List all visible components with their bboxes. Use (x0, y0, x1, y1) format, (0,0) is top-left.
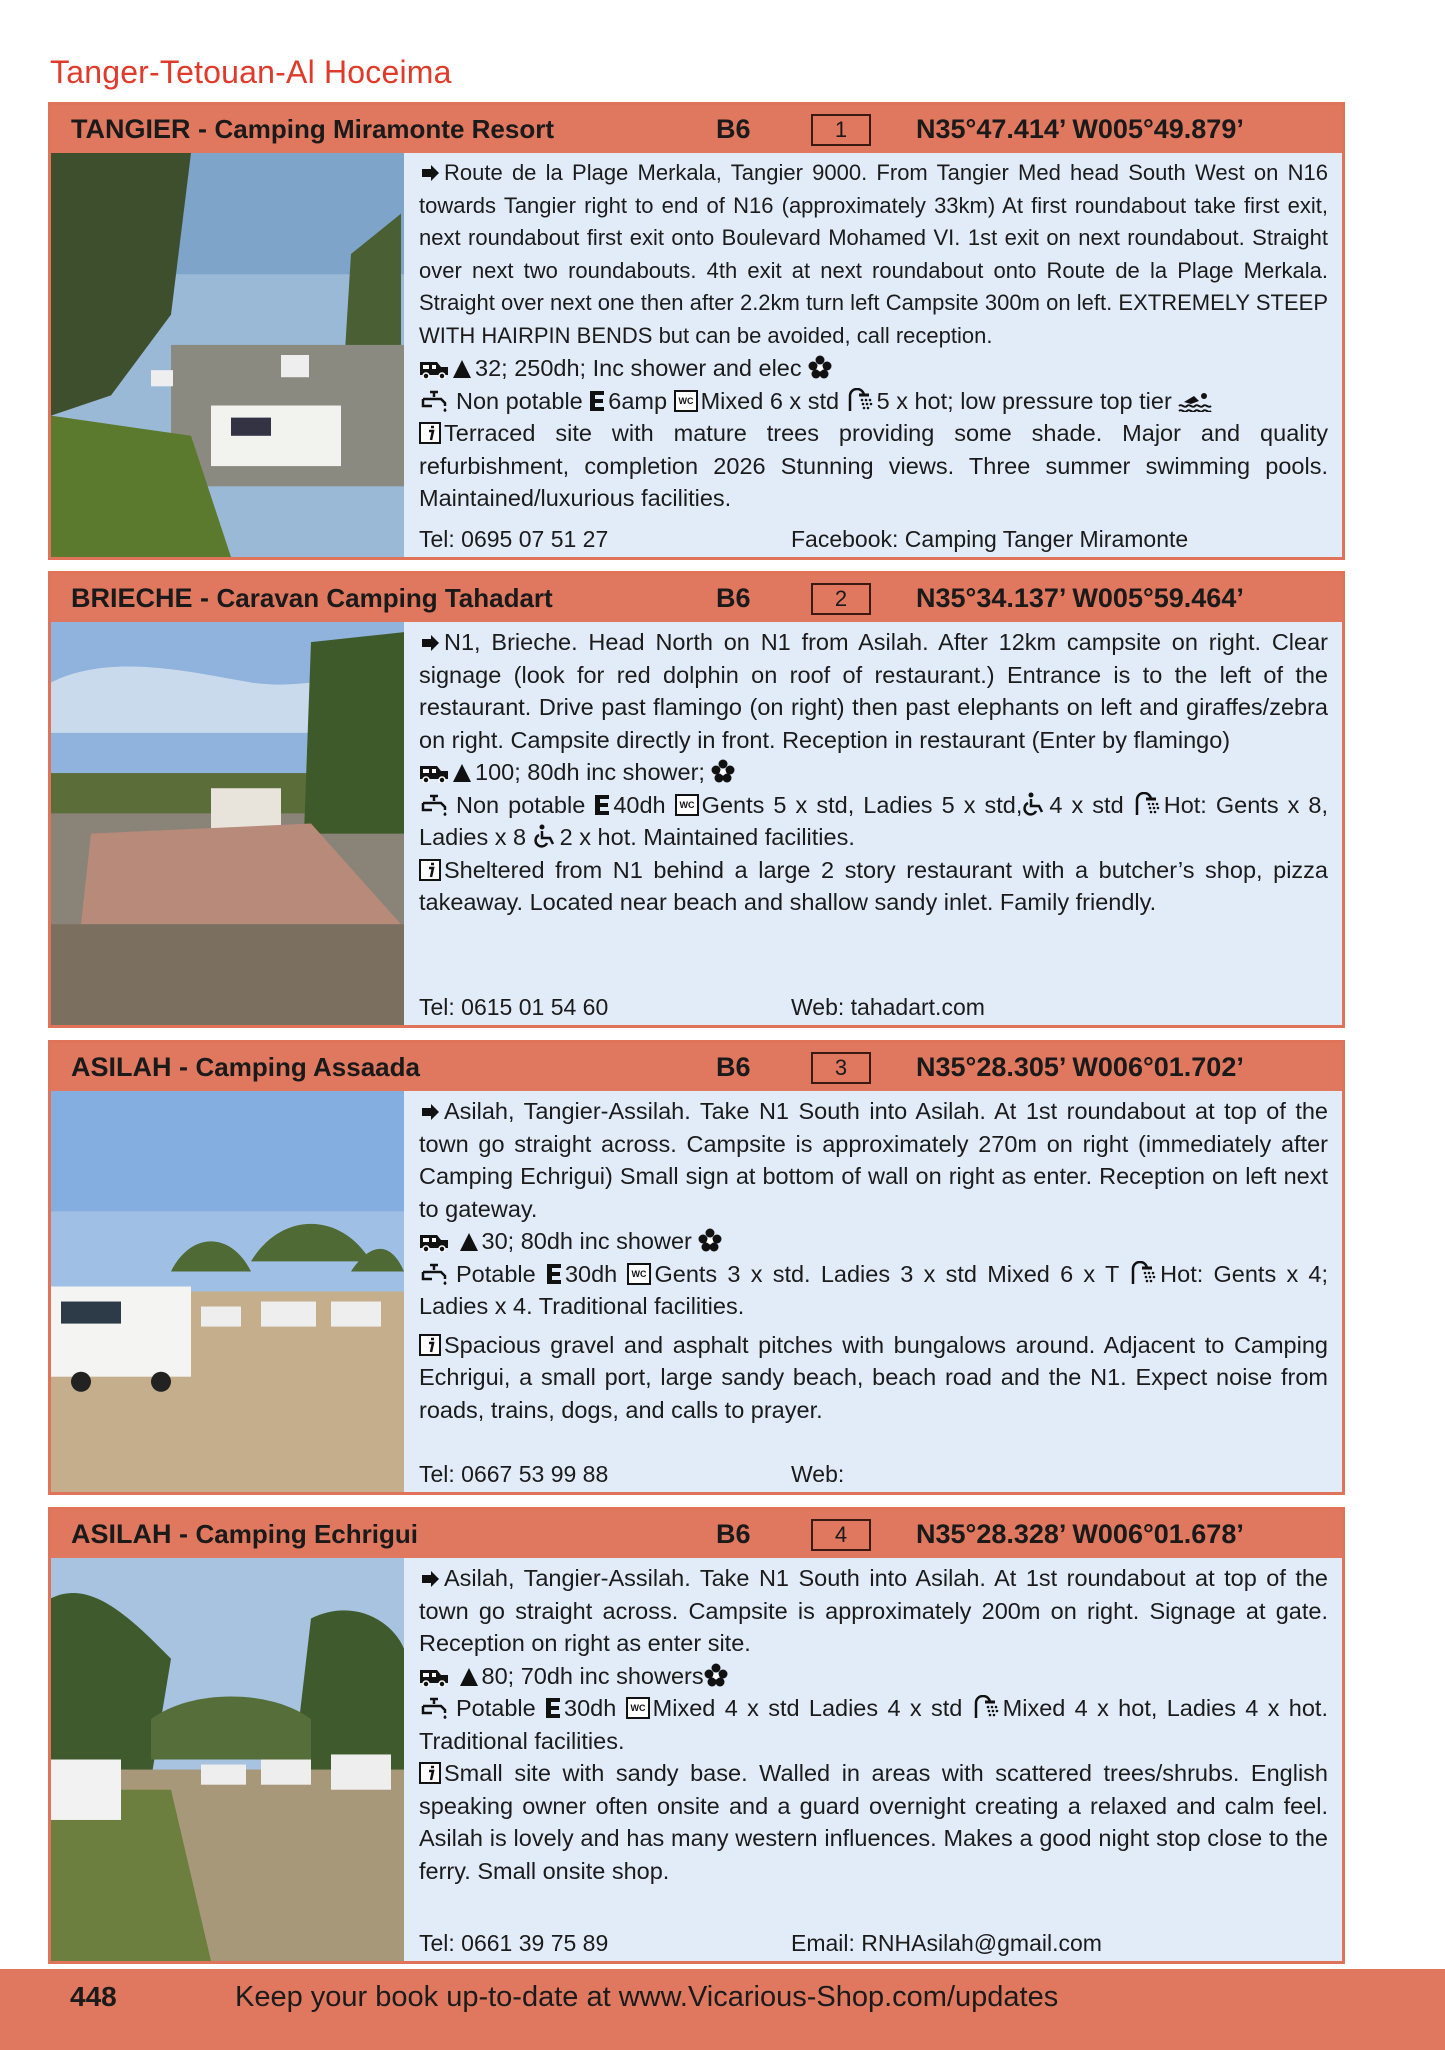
entry-header (51, 105, 1342, 153)
entry-title (71, 1052, 420, 1083)
shower-icon (1133, 792, 1161, 816)
web-contact: Web: (791, 1461, 845, 1487)
motorhome-icon (419, 1232, 449, 1252)
arrow-right-icon (419, 633, 441, 653)
wc-icon (675, 794, 699, 816)
site-name: Caravan Camping Tahadart (216, 583, 553, 613)
page-footer (0, 1969, 1445, 2050)
phone-number: Tel: 0695 07 51 27 (419, 526, 609, 552)
arrow-right-icon (419, 163, 441, 183)
campsite-photo (51, 1558, 404, 1961)
tent-icon (459, 1667, 479, 1687)
motorhome-icon (419, 1667, 449, 1687)
email-contact: Email: RNHAsilah@gmail.com (791, 1930, 1102, 1956)
facilities-line: Potable 30dh Mixed 4 x std Ladies 4 x std Mixed 4 x hot, Ladies 4 x hot. Traditional facilities. (419, 1695, 1328, 1754)
info-icon (419, 859, 441, 881)
wheelchair-icon (1022, 792, 1046, 816)
elec-e-icon (545, 1697, 561, 1719)
gps-coordinates: N35°28.328’ W006°01.678’ (916, 1519, 1244, 1549)
entry-title (71, 583, 553, 614)
arrow-right-icon (419, 1569, 441, 1589)
entry-body (419, 157, 1328, 557)
entry-title (71, 114, 554, 145)
wheelchair-icon (533, 824, 557, 848)
campsite-photo (51, 622, 404, 1025)
arrow-right-icon (419, 1102, 441, 1122)
wc-icon (627, 1263, 651, 1285)
campsite-entry-3 (48, 1040, 1345, 1495)
tap-icon (419, 1263, 453, 1285)
facilities-line: Potable 30dh Gents 3 x std. Ladies 3 x std Mixed 6 x T Hot: Gents x 4; Ladies x 4. Traditional facilities. (419, 1260, 1329, 1319)
tent-icon (452, 359, 472, 379)
motorhome-icon (419, 763, 449, 783)
phone-number: Tel: 0667 53 99 88 (419, 1461, 609, 1487)
map-number-badge: 1 (811, 114, 871, 146)
map-number-badge: 3 (811, 1052, 871, 1084)
phone-number: Tel: 0615 01 54 60 (419, 994, 609, 1020)
map-grid-ref: B6 (716, 1052, 751, 1082)
footer-message: Keep your book up-to-date at www.Vicarious-Shop.com/updates (235, 1981, 1059, 2013)
site-name: Camping Assaada (195, 1052, 420, 1082)
flower-icon (704, 1663, 728, 1687)
campsite-entry-2 (48, 571, 1345, 1028)
info-text: Small site with sandy base. Walled in areas with scattered trees/shrubs. English speaking owner often onsite and a guard overnight creating a relaxed and calm feel. Asilah is lovely and has many western influences. Makes a good night stop close to the ferry. Small onsite shop. (419, 1760, 1328, 1884)
town-name: BRIECHE - (71, 583, 210, 613)
tent-icon (452, 763, 472, 783)
phone-number: Tel: 0661 39 75 89 (419, 1930, 609, 1956)
gps-coordinates: N35°47.414’ W005°49.879’ (916, 114, 1244, 144)
pitches-line: 100; 80dh inc shower; (419, 756, 1328, 789)
info-text: Terraced site with mature trees providing some shade. Major and quality refurbishment, completion 2026 Stunning views. Three summer swimming pools. Maintained/luxurious facilities. (419, 420, 1328, 511)
campsite-photo (51, 153, 404, 557)
motorhome-icon (419, 359, 449, 379)
page-number: 448 (70, 1981, 117, 2012)
facilities-line: Non potable 40dh Gents 5 x std, Ladies 5 x std, 4 x std Hot: Gents x 8, Ladies x 8 2 x hot. Maintained facilities. (419, 791, 1329, 850)
map-number-badge: 4 (811, 1519, 871, 1551)
wc-icon (626, 1697, 650, 1719)
shower-icon (972, 1695, 1000, 1719)
pitches-line: 80; 70dh inc showers (419, 1660, 1328, 1693)
entry-header (51, 1043, 1342, 1091)
info-text: Sheltered from N1 behind a large 2 story restaurant with a butcher’s shop, pizza takeaway. Located near beach and shallow sandy inlet. Family friendly. (419, 856, 1328, 915)
directions: Asilah, Tangier-Assilah. Take N1 South into Asilah. At 1st roundabout at top of the town go straight across. Campsite is approximately 200m on right. Signage at gate. Reception on right as enter site. (419, 1565, 1328, 1656)
map-grid-ref: B6 (716, 1519, 751, 1549)
town-name: ASILAH - (71, 1519, 188, 1549)
info-text: Spacious gravel and asphalt pitches with bungalows around. Adjacent to Camping Echrigui, a small port, large sandy beach, beach road and the N1. Expect noise from roads, trains, dogs, and calls to prayer. (419, 1331, 1328, 1423)
entry-body (419, 1095, 1328, 1492)
tap-icon (419, 794, 453, 816)
directions: Route de la Plage Merkala, Tangier 9000. From Tangier Med head South West on N16 towards Tangier right to end of N16 (approximately 33km) At first roundabout take first exit, next roundabout first exit onto Boulevard Mohamed VI. 1st exit on next roundabout. Straight over next two roundabouts. 4th exit at next roundabout onto Route de la Plage Merkala. Straight over next one then after 2.2km turn left Campsite 300m on left. EXTREMELY STEEP WITH HAIRPIN BENDS but can be avoided, call reception. (419, 160, 1328, 348)
gps-coordinates: N35°28.305’ W006°01.702’ (916, 1052, 1244, 1082)
info-icon (419, 422, 441, 444)
shower-icon (846, 388, 874, 412)
site-name: Camping Echrigui (195, 1519, 418, 1549)
map-grid-ref: B6 (716, 114, 751, 144)
map-number-badge: 2 (811, 583, 871, 615)
pitches-line: 32; 250dh; Inc shower and elec (419, 352, 1328, 385)
pitches-line: 30; 80dh inc shower (419, 1225, 1328, 1258)
entry-title (71, 1519, 418, 1550)
contact-line (419, 994, 1328, 1021)
directions: N1, Brieche. Head North on N1 from Asilah. After 12km campsite on right. Clear signage (look for red dolphin on roof of restaurant.) Entrance is to the left of the restaurant. Drive past flamingo (on right) then past elephants on left and giraffes/zebra on right. Campsite directly in front. Reception in restaurant (Enter by flamingo) (419, 629, 1328, 753)
tent-icon (459, 1232, 479, 1252)
shower-icon (1129, 1261, 1157, 1285)
flower-icon (711, 759, 735, 783)
gps-coordinates: N35°34.137’ W005°59.464’ (916, 583, 1244, 613)
entry-body (419, 1562, 1328, 1961)
facilities-line: Non potable 6amp Mixed 6 x std 5 x hot; low pressure top tier (419, 385, 1328, 418)
campsite-entry-4 (48, 1507, 1345, 1964)
town-name: ASILAH - (71, 1052, 188, 1082)
entry-body (419, 626, 1328, 1025)
contact-line (419, 1930, 1328, 1957)
directions: Asilah, Tangier-Assilah. Take N1 South into Asilah. At 1st roundabout at top of the town go straight across. Campsite is approximately 270m on right (immediately after Camping Echrigui) Small sign at bottom of wall on right as enter. Reception on left next to gateway. (419, 1098, 1328, 1222)
map-grid-ref: B6 (716, 583, 751, 613)
tap-icon (419, 1697, 453, 1719)
campsite-entry-1 (48, 102, 1345, 560)
flower-icon (808, 355, 832, 379)
elec-e-icon (546, 1263, 562, 1285)
wc-icon (674, 390, 698, 412)
facebook-contact: Facebook: Camping Tanger Miramonte (791, 526, 1189, 552)
site-name: Camping Miramonte Resort (214, 114, 555, 144)
info-icon (419, 1334, 441, 1356)
web-contact: Web: tahadart.com (791, 994, 985, 1020)
flower-icon (698, 1228, 722, 1252)
contact-line (419, 526, 1328, 553)
campsite-photo (51, 1091, 404, 1492)
entry-header (51, 1510, 1342, 1558)
contact-line (419, 1461, 1328, 1488)
region-title: Tanger-Tetouan-Al Hoceima (50, 54, 452, 90)
elec-e-icon (594, 794, 610, 816)
entry-header (51, 574, 1342, 622)
town-name: TANGIER - (71, 114, 207, 144)
tap-icon (419, 390, 453, 412)
swim-icon (1178, 392, 1212, 412)
elec-e-icon (589, 390, 605, 412)
info-icon (419, 1762, 441, 1784)
